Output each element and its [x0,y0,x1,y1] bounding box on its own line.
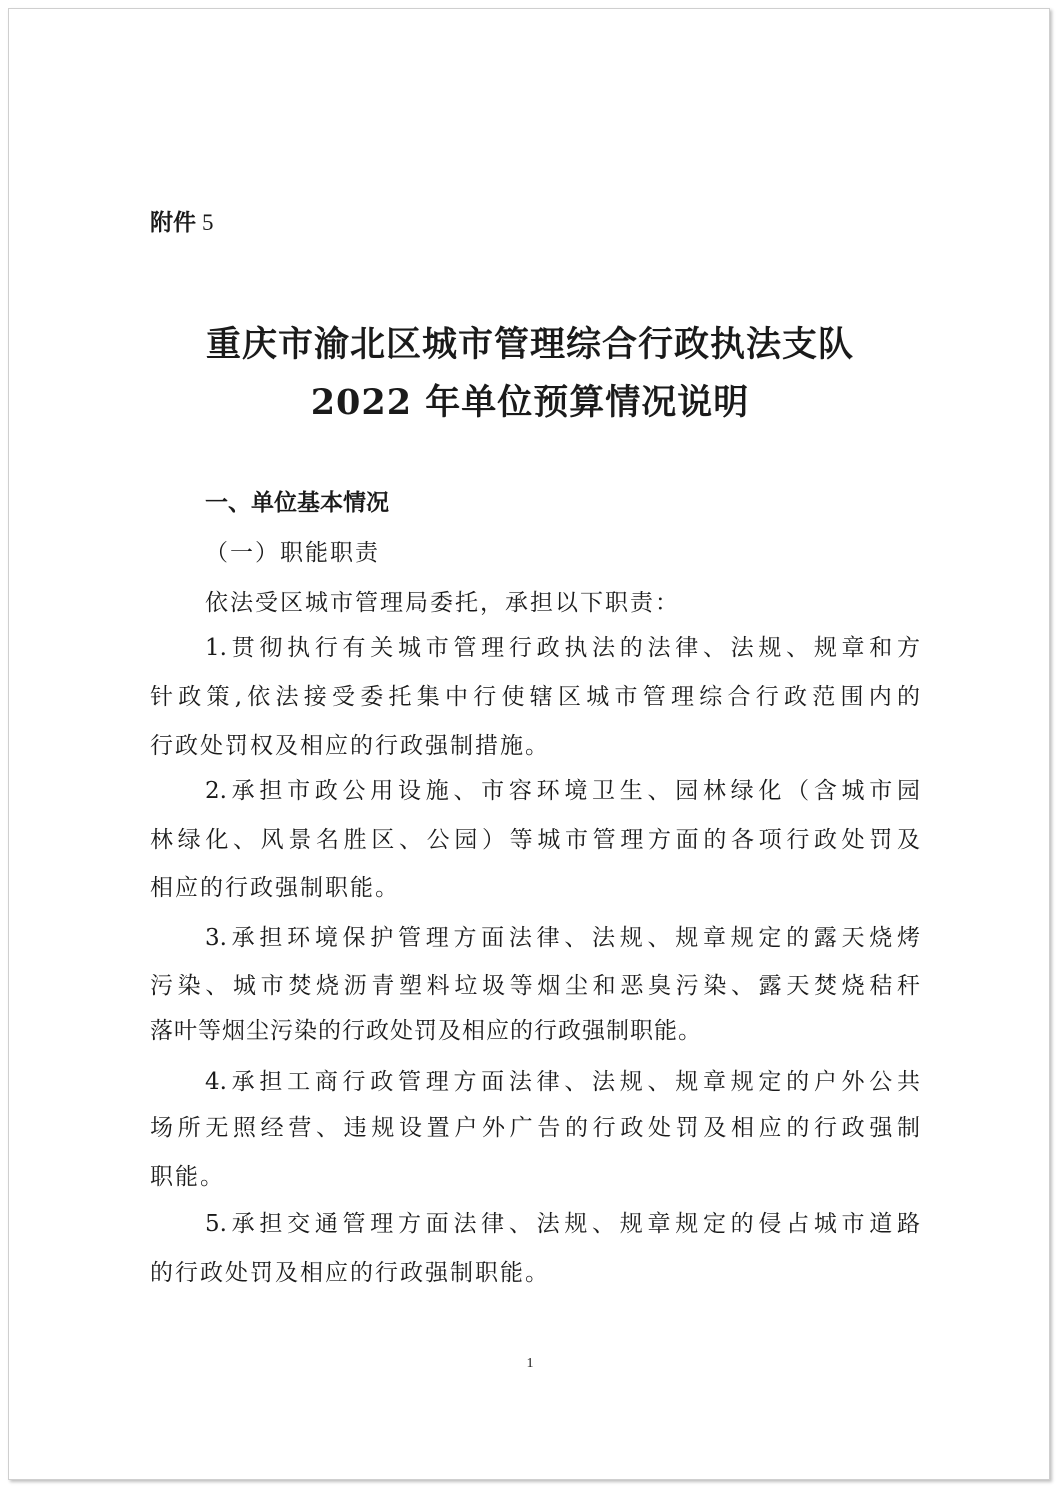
item-3-line-1: 3.承担环境保护管理方面法律、法规、规章规定的露天烧烤 [205,925,920,951]
item-1-line-2: 针政策,依法接受委托集中行使辖区城市管理综合行政范围内的 [150,684,920,710]
item-2-line-1: 2.承担市政公用设施、市容环境卫生、园林绿化（含城市园 [205,778,920,804]
section-intro: 依法受区城市管理局委托，承担以下职责： [205,590,680,616]
section-heading: 一、单位基本情况 [205,490,389,516]
item-2-line-2: 林绿化、风景名胜区、公园）等城市管理方面的各项行政处罚及 [150,827,920,853]
document-title-line-1: 重庆市渝北区城市管理综合行政执法支队 [205,324,854,365]
item-2-line-3: 相应的行政强制职能。 [150,875,400,901]
item-4-line-3: 职能。 [150,1164,225,1190]
item-3-line-2: 污染、城市焚烧沥青塑料垃圾等烟尘和恶臭污染、露天焚烧秸秆 [150,973,920,999]
attachment-label [150,208,214,238]
attachment-text: 附件 [150,210,196,236]
section-subheading: （一）职能职责 [205,540,380,566]
item-4-line-1: 4.承担工商行政管理方面法律、法规、规章规定的户外公共 [205,1069,920,1095]
item-1-line-1: 1.贯彻执行有关城市管理行政执法的法律、法规、规章和方 [205,635,920,661]
item-5-line-1: 5.承担交通管理方面法律、法规、规章规定的侵占城市道路 [205,1211,920,1237]
page-number: 1 [526,1356,534,1371]
item-1-line-3: 行政处罚权及相应的行政强制措施。 [150,733,550,759]
item-4-line-2: 场所无照经营、违规设置户外广告的行政处罚及相应的行政强制 [150,1115,920,1141]
item-3-line-3: 落叶等烟尘污染的行政处罚及相应的行政强制职能。 [150,1018,702,1044]
item-5-line-2: 的行政处罚及相应的行政强制职能。 [150,1260,550,1286]
attachment-number: 5 [202,210,214,235]
document-title-line-2: 2022 年单位预算情况说明 [310,382,750,423]
